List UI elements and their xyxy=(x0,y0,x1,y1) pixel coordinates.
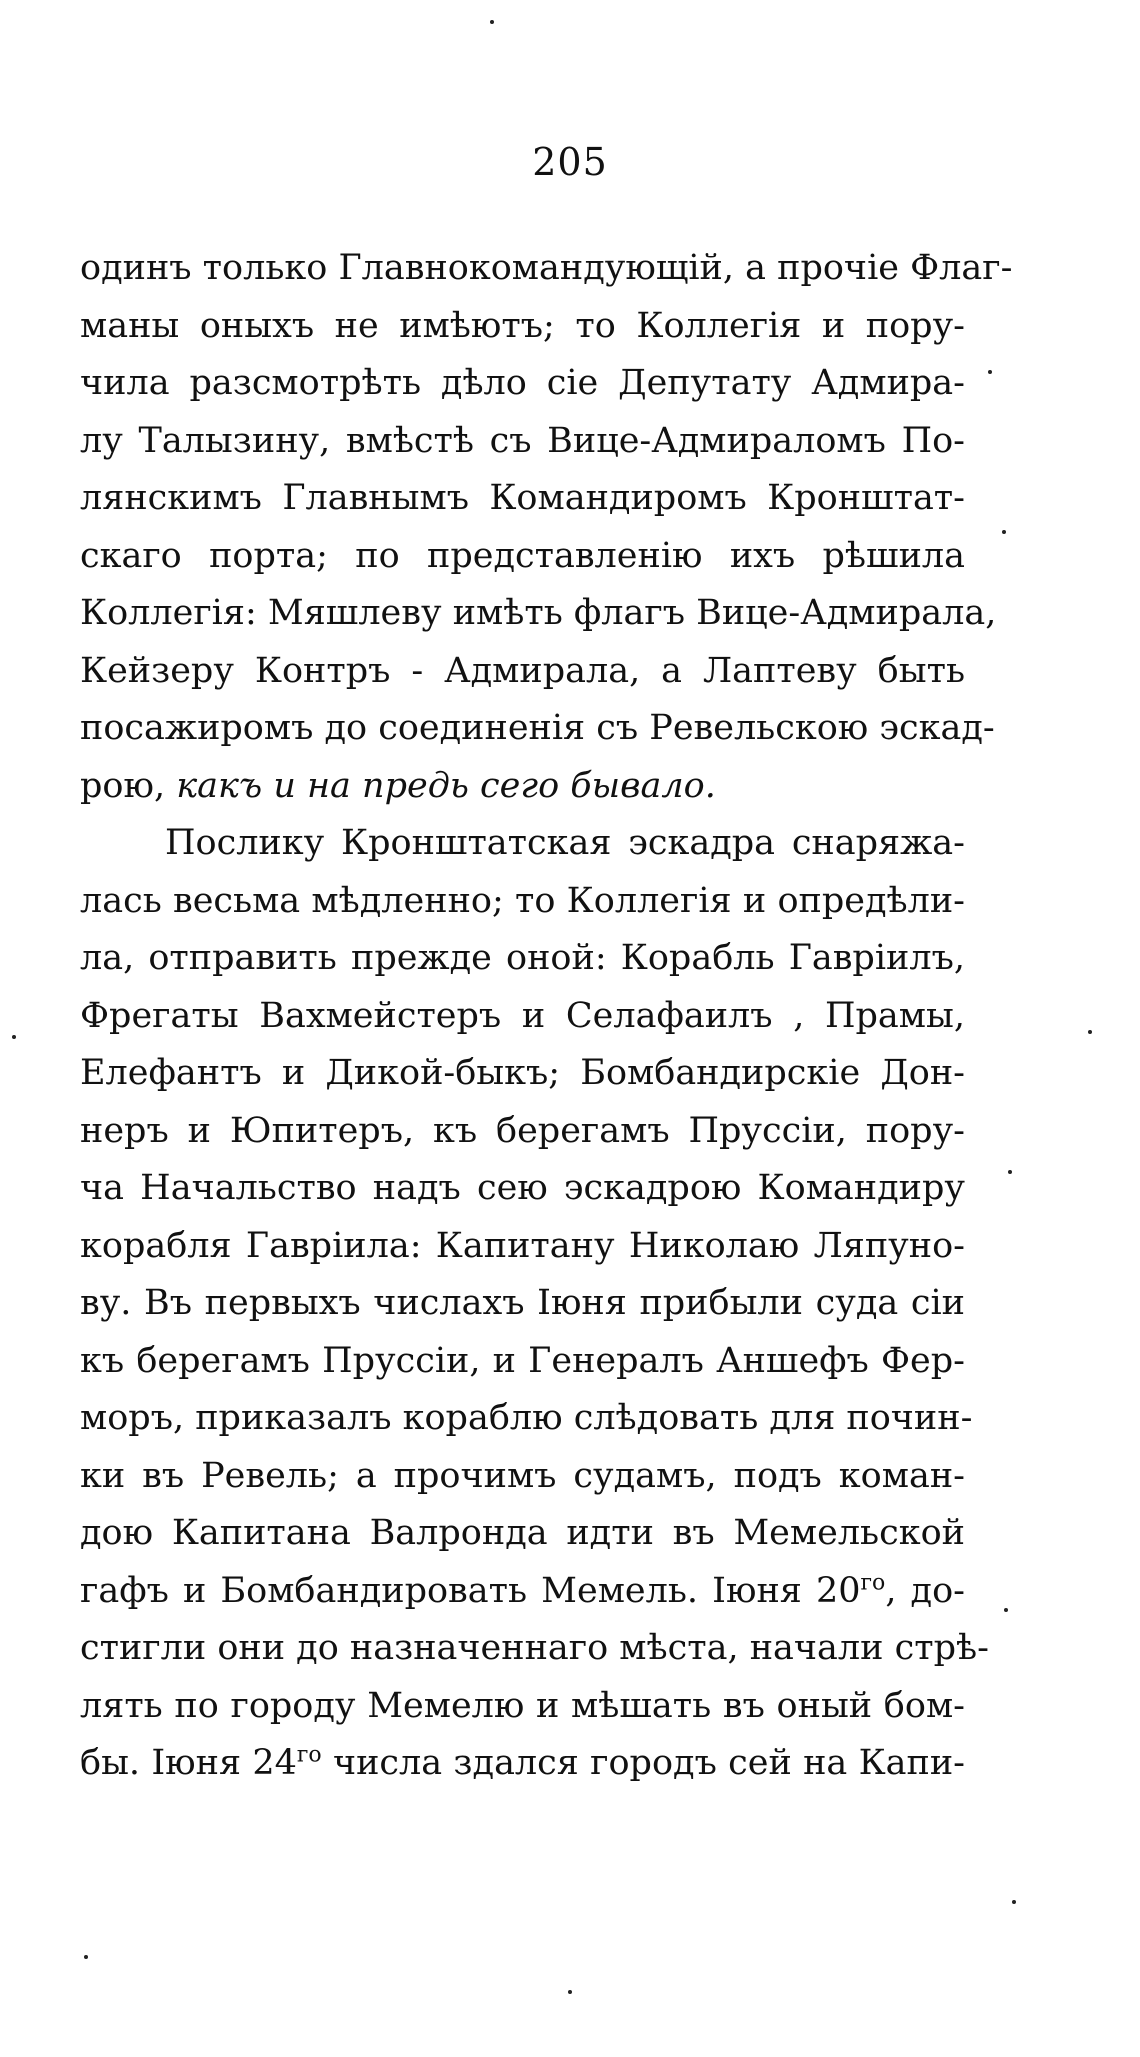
paragraph-start-line: Послику Кронштатская эскадра снаряжа- xyxy=(165,823,965,863)
scan-speck xyxy=(490,20,494,24)
text-line: Елефантъ и Дикой-быкъ; Бомбандирскіе Дон- xyxy=(80,1053,965,1093)
scan-speck xyxy=(988,370,992,374)
text-line: лянскимъ Главнымъ Командиромъ Кронштат- xyxy=(80,478,965,518)
scan-speck xyxy=(1008,1170,1012,1174)
text-line: къ берегамъ Пруссіи, и Генералъ Аншефъ Фер- xyxy=(80,1340,965,1381)
page-number: 205 xyxy=(532,140,608,184)
text-span: числа здался городъ сей на Капи- xyxy=(321,1743,966,1783)
text-span: гафъ и Бомбандировать Мемель. Іюня 20 xyxy=(80,1570,861,1611)
text-line: корабля Гавріила: Капитану Николаю Ляпуно- xyxy=(80,1225,965,1266)
text-line: лась весьма мѣдленно; то Коллегія и опредѣли- xyxy=(80,880,965,921)
text-line: ла, отправить прежде оной: Корабль Гавріилъ, xyxy=(80,938,965,978)
scan-speck xyxy=(1002,530,1006,534)
text-line: Коллегія: Мяшлеву имѣть флагъ Вице-Адмирала, xyxy=(80,593,997,633)
text-line: стигли они до назначеннаго мѣста, начали стрѣ- xyxy=(80,1628,989,1668)
text-line: одинъ только Главнокомандующій, а прочіе Флаг- xyxy=(80,248,1013,288)
text-line: ву. Въ первыхъ числахъ Іюня прибыли суда сіи xyxy=(80,1283,965,1323)
text-line: Кейзеру Контръ - Адмирала, а Лаптеву быть xyxy=(80,650,965,691)
superscript: го xyxy=(860,1569,886,1595)
italic-phrase: какъ и на предь сего бывало. xyxy=(176,765,716,806)
scan-speck xyxy=(84,1955,88,1959)
text-span: рою, xyxy=(80,765,177,806)
text-line: посажиромъ до соединенія съ Ревельскою эскад- xyxy=(80,708,995,748)
text-span: , до- xyxy=(885,1570,965,1611)
text-line: маны оныхъ не имѣютъ; то Коллегія и пору- xyxy=(80,305,965,346)
scan-speck xyxy=(1012,1900,1016,1904)
text-line: скаго порта; по представленію ихъ рѣшила xyxy=(80,535,965,576)
text-line: ча Начальство надъ сею эскадрою Командиру xyxy=(80,1168,965,1208)
text-line: моръ, приказалъ кораблю слѣдовать для почин- xyxy=(80,1398,973,1438)
scan-speck xyxy=(12,1035,16,1039)
text-line: неръ и Юпитеръ, къ берегамъ Пруссіи, пору- xyxy=(80,1110,965,1151)
scan-speck xyxy=(1088,1030,1092,1034)
text-line: лять по городу Мемелю и мѣшать въ оный бом- xyxy=(80,1685,965,1726)
text-line: дою Капитана Валронда идти въ Мемельской xyxy=(80,1513,965,1553)
body-text xyxy=(80,240,1013,1793)
scan-speck xyxy=(1004,1608,1008,1612)
text-line: ки въ Ревель; а прочимъ судамъ, подъ коман- xyxy=(80,1455,965,1496)
text-line: Фрегаты Вахмейстеръ и Селафаилъ , Прамы, xyxy=(80,995,965,1036)
text-span: бы. Іюня 24 xyxy=(80,1743,297,1783)
text-line-with-superscript xyxy=(80,1563,965,1621)
superscript: го xyxy=(296,1742,322,1768)
text-line: чила разсмотрѣть дѣло сіе Депутату Адмира- xyxy=(80,363,965,403)
text-line-paragraph-end xyxy=(80,758,965,816)
text-line-with-superscript xyxy=(80,1735,965,1793)
text-line: лу Талызину, вмѣстѣ съ Вице-Адмираломъ По- xyxy=(80,420,965,461)
scan-speck xyxy=(568,1990,572,1994)
